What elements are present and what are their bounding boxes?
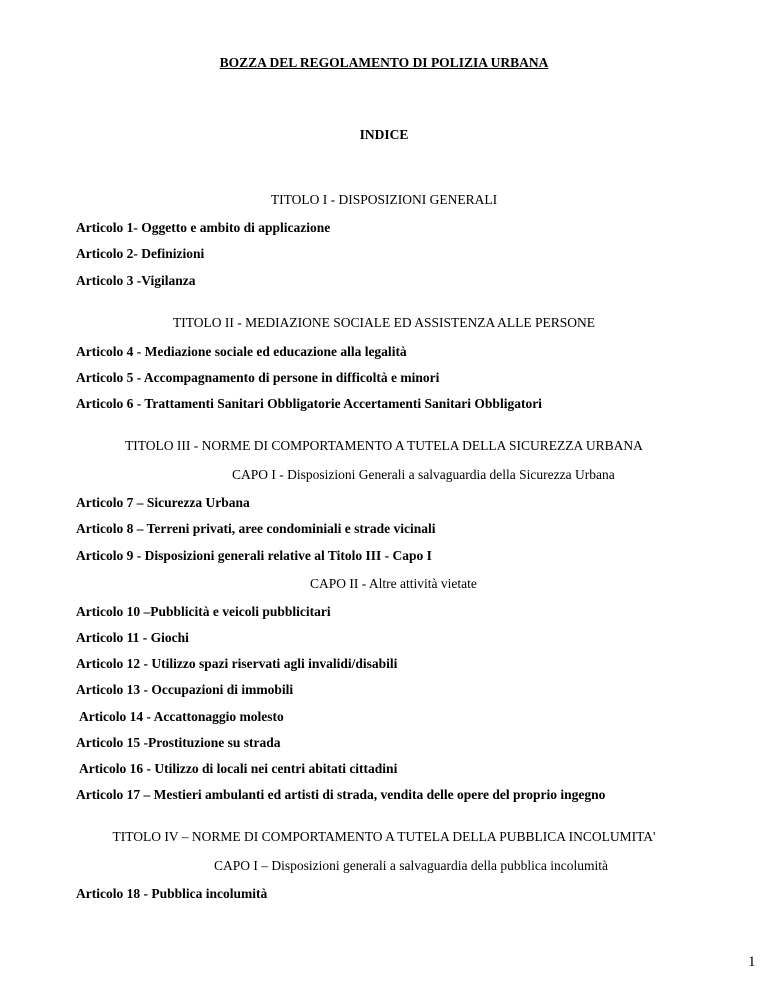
index-entry-article: Articolo 9 - Disposizioni generali relative al Titolo III - Capo I	[76, 548, 432, 563]
index-entry-capo: CAPO II - Altre attività vietate	[310, 576, 477, 591]
index-entry-capo: CAPO I – Disposizioni generali a salvaguardia della pubblica incolumità	[214, 858, 609, 873]
index-entry-article: Articolo 1- Oggetto e ambito di applicazione	[76, 220, 331, 235]
document-title: BOZZA DEL REGOLAMENTO DI POLIZIA URBANA	[219, 55, 549, 70]
index-entry-article: Articolo 17 – Mestieri ambulanti ed artisti di strada, vendita delle opere del proprio ingegno	[76, 787, 606, 802]
index-entry-article: Articolo 18 - Pubblica incolumità	[76, 886, 268, 901]
index-entry-article: Articolo 15 -Prostituzione su strada	[76, 735, 281, 750]
index-entry-article: Articolo 13 - Occupazioni di immobili	[76, 682, 294, 697]
index-entry-article: Articolo 14 - Accattonaggio molesto	[79, 709, 284, 724]
index-entry-article: Articolo 2- Definizioni	[76, 246, 205, 261]
index-entry-article: Articolo 16 - Utilizzo di locali nei centri abitati cittadini	[79, 761, 398, 776]
index-entry-titolo: TITOLO IV – NORME DI COMPORTAMENTO A TUTELA DELLA PUBBLICA INCOLUMITA'	[112, 829, 656, 844]
index-entry-article: Articolo 10 –Pubblicità e veicoli pubblicitari	[76, 604, 331, 619]
index-entry-titolo: TITOLO III - NORME DI COMPORTAMENTO A TUTELA DELLA SICUREZZA URBANA	[125, 438, 643, 453]
index-entry-article: Articolo 11 - Giochi	[76, 630, 189, 645]
index-entry-article: Articolo 5 - Accompagnamento di persone in difficoltà e minori	[76, 370, 440, 385]
index-entry-article: Articolo 12 - Utilizzo spazi riservati agli invalidi/disabili	[76, 656, 398, 671]
index-entry-article: Articolo 6 - Trattamenti Sanitari Obbligatorie Accertamenti Sanitari Obbligatori	[76, 396, 542, 411]
index-heading: INDICE	[359, 127, 409, 142]
index-entry-article: Articolo 3 -Vigilanza	[76, 273, 196, 288]
page-number: 1	[748, 954, 756, 970]
index-entry-titolo: TITOLO II - MEDIAZIONE SOCIALE ED ASSISTENZA ALLE PERSONE	[173, 315, 595, 330]
index-entry-article: Articolo 8 – Terreni privati, aree condominiali e strade vicinali	[76, 521, 436, 536]
index-entry-article: Articolo 7 – Sicurezza Urbana	[76, 495, 250, 510]
index-entry-capo: CAPO I - Disposizioni Generali a salvaguardia della Sicurezza Urbana	[232, 467, 615, 482]
index-entry-article: Articolo 4 - Mediazione sociale ed educazione alla legalità	[76, 344, 407, 359]
index-entry-titolo: TITOLO I - DISPOSIZIONI GENERALI	[270, 192, 498, 207]
